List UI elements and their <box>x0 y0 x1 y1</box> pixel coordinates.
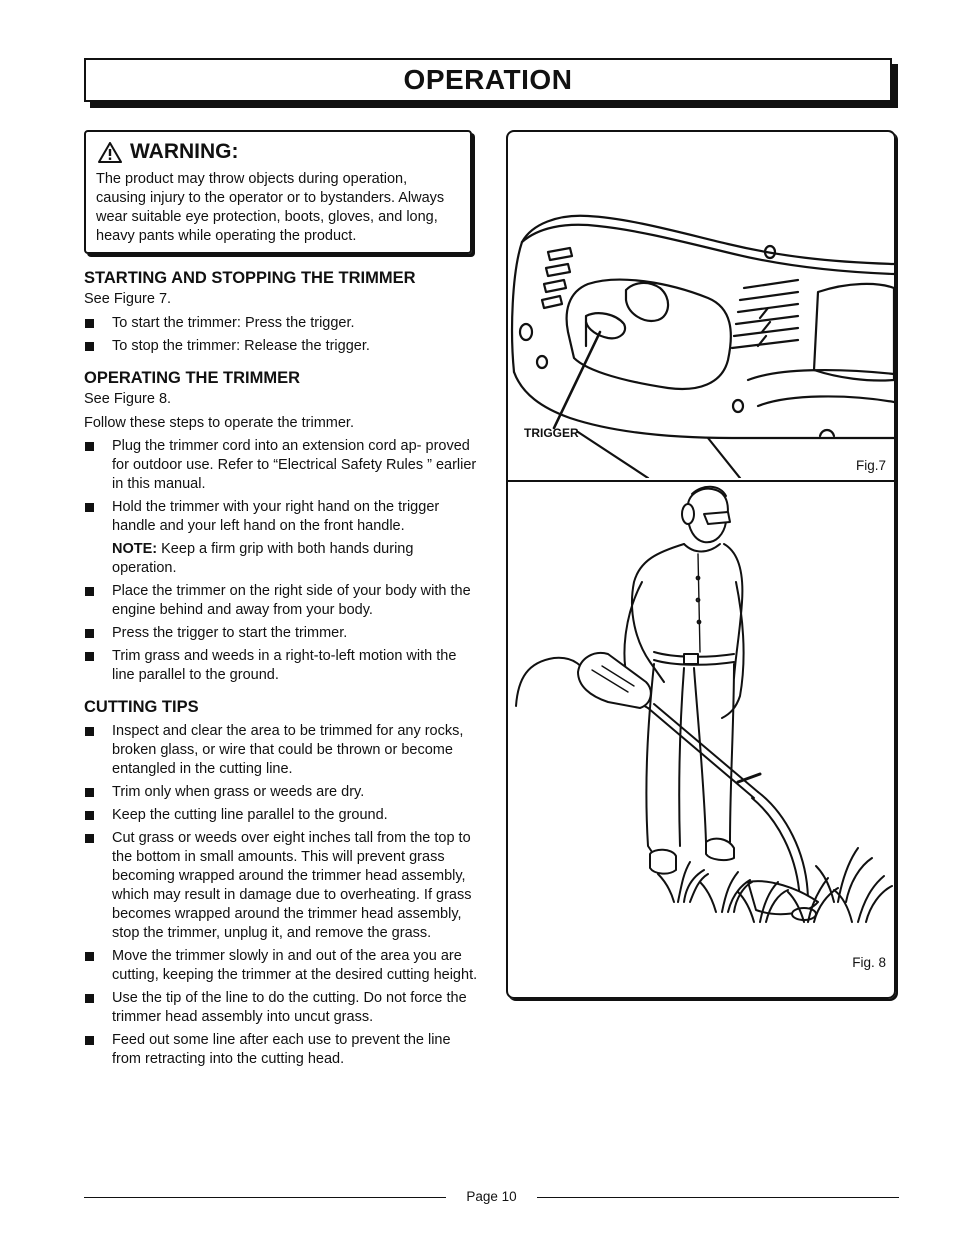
list-item: Keep the cutting line parallel to the ground. <box>84 806 478 825</box>
fig8-caption: Fig. 8 <box>852 955 886 970</box>
operating-see-figure: See Figure 8. <box>84 391 172 407</box>
page-title: OPERATION <box>403 64 573 95</box>
list-item: Feed out some line after each use to prevent the line from retracting into the cutting head. <box>84 1031 478 1069</box>
list-item: Trim grass and weeds in a right-to-left motion with the line parallel to the ground. <box>84 647 478 685</box>
figures-panel <box>506 130 896 999</box>
warning-triangle-icon <box>98 142 122 163</box>
trigger-callout-label: TRIGGER <box>524 426 579 440</box>
warning-box <box>84 130 472 254</box>
list-item: Move the trimmer slowly in and out of the area you are cutting, keeping the trimmer at the desired cutting height. <box>84 947 478 985</box>
tips-list <box>84 722 478 1069</box>
list-item: Place the trimmer on the right side of your body with the engine behind and away from your body. <box>84 582 478 620</box>
list-item: Plug the trimmer cord into an extension cord ap- proved for outdoor use. Refer to “Electrical Safety Rules ” earlier in this manual. <box>84 437 478 494</box>
list-item: Trim only when grass or weeds are dry. <box>84 783 478 802</box>
operator-illustration <box>508 482 894 982</box>
list-item: Cut grass or weeds over eight inches tall from the top to the bottom in small amounts. This will prevent grass becoming wrapped around the trimmer head assembly, which may result in damage due to overheating. If grass becomes wrapped around the trimmer head assembly, stop the trimmer, unplug it, and remove the grass. <box>84 829 478 943</box>
operating-heading: OPERATING THE TRIMMER <box>84 369 301 387</box>
starting-heading: STARTING AND STOPPING THE TRIMMER <box>84 269 416 287</box>
tips-heading: CUTTING TIPS <box>84 698 199 716</box>
operating-list-continued <box>84 582 478 685</box>
warning-header <box>98 140 460 164</box>
operating-intro: Follow these steps to operate the trimmer. <box>84 415 354 431</box>
warning-label: WARNING: <box>130 140 239 163</box>
footer-rule-right <box>537 1197 899 1198</box>
page-title-banner <box>84 58 892 102</box>
page-number: Page 10 <box>466 1189 517 1204</box>
instructions-column <box>84 268 478 1073</box>
operating-note <box>84 540 478 578</box>
operating-list <box>84 437 478 536</box>
list-item: To start the trimmer: Press the trigger. <box>84 314 478 333</box>
footer-rule-left <box>84 1197 446 1198</box>
list-item: To stop the trimmer: Release the trigger. <box>84 337 478 356</box>
note-label: NOTE: <box>112 541 158 557</box>
warning-text: The product may throw objects during operation, causing injury to the operator or to bystanders. Always wear suitable eye protection, boots, gloves, and long, heavy pants while operating the product. <box>96 171 445 244</box>
note-text: Keep a firm grip with both hands during operation. <box>112 541 414 576</box>
list-item: Inspect and clear the area to be trimmed for any rocks, broken glass, or wire that could be thrown or become entangled in the cutting line. <box>84 722 478 779</box>
fig7-caption: Fig.7 <box>855 458 886 473</box>
list-item: Hold the trimmer with your right hand on the trigger handle and your left hand on the front handle. <box>84 498 478 536</box>
list-item: Use the tip of the line to do the cutting. Do not force the trimmer head assembly into uncut grass. <box>84 989 478 1027</box>
starting-list <box>84 314 478 356</box>
list-item: Press the trigger to start the trimmer. <box>84 624 478 643</box>
starting-see-figure: See Figure 7. <box>84 291 172 307</box>
